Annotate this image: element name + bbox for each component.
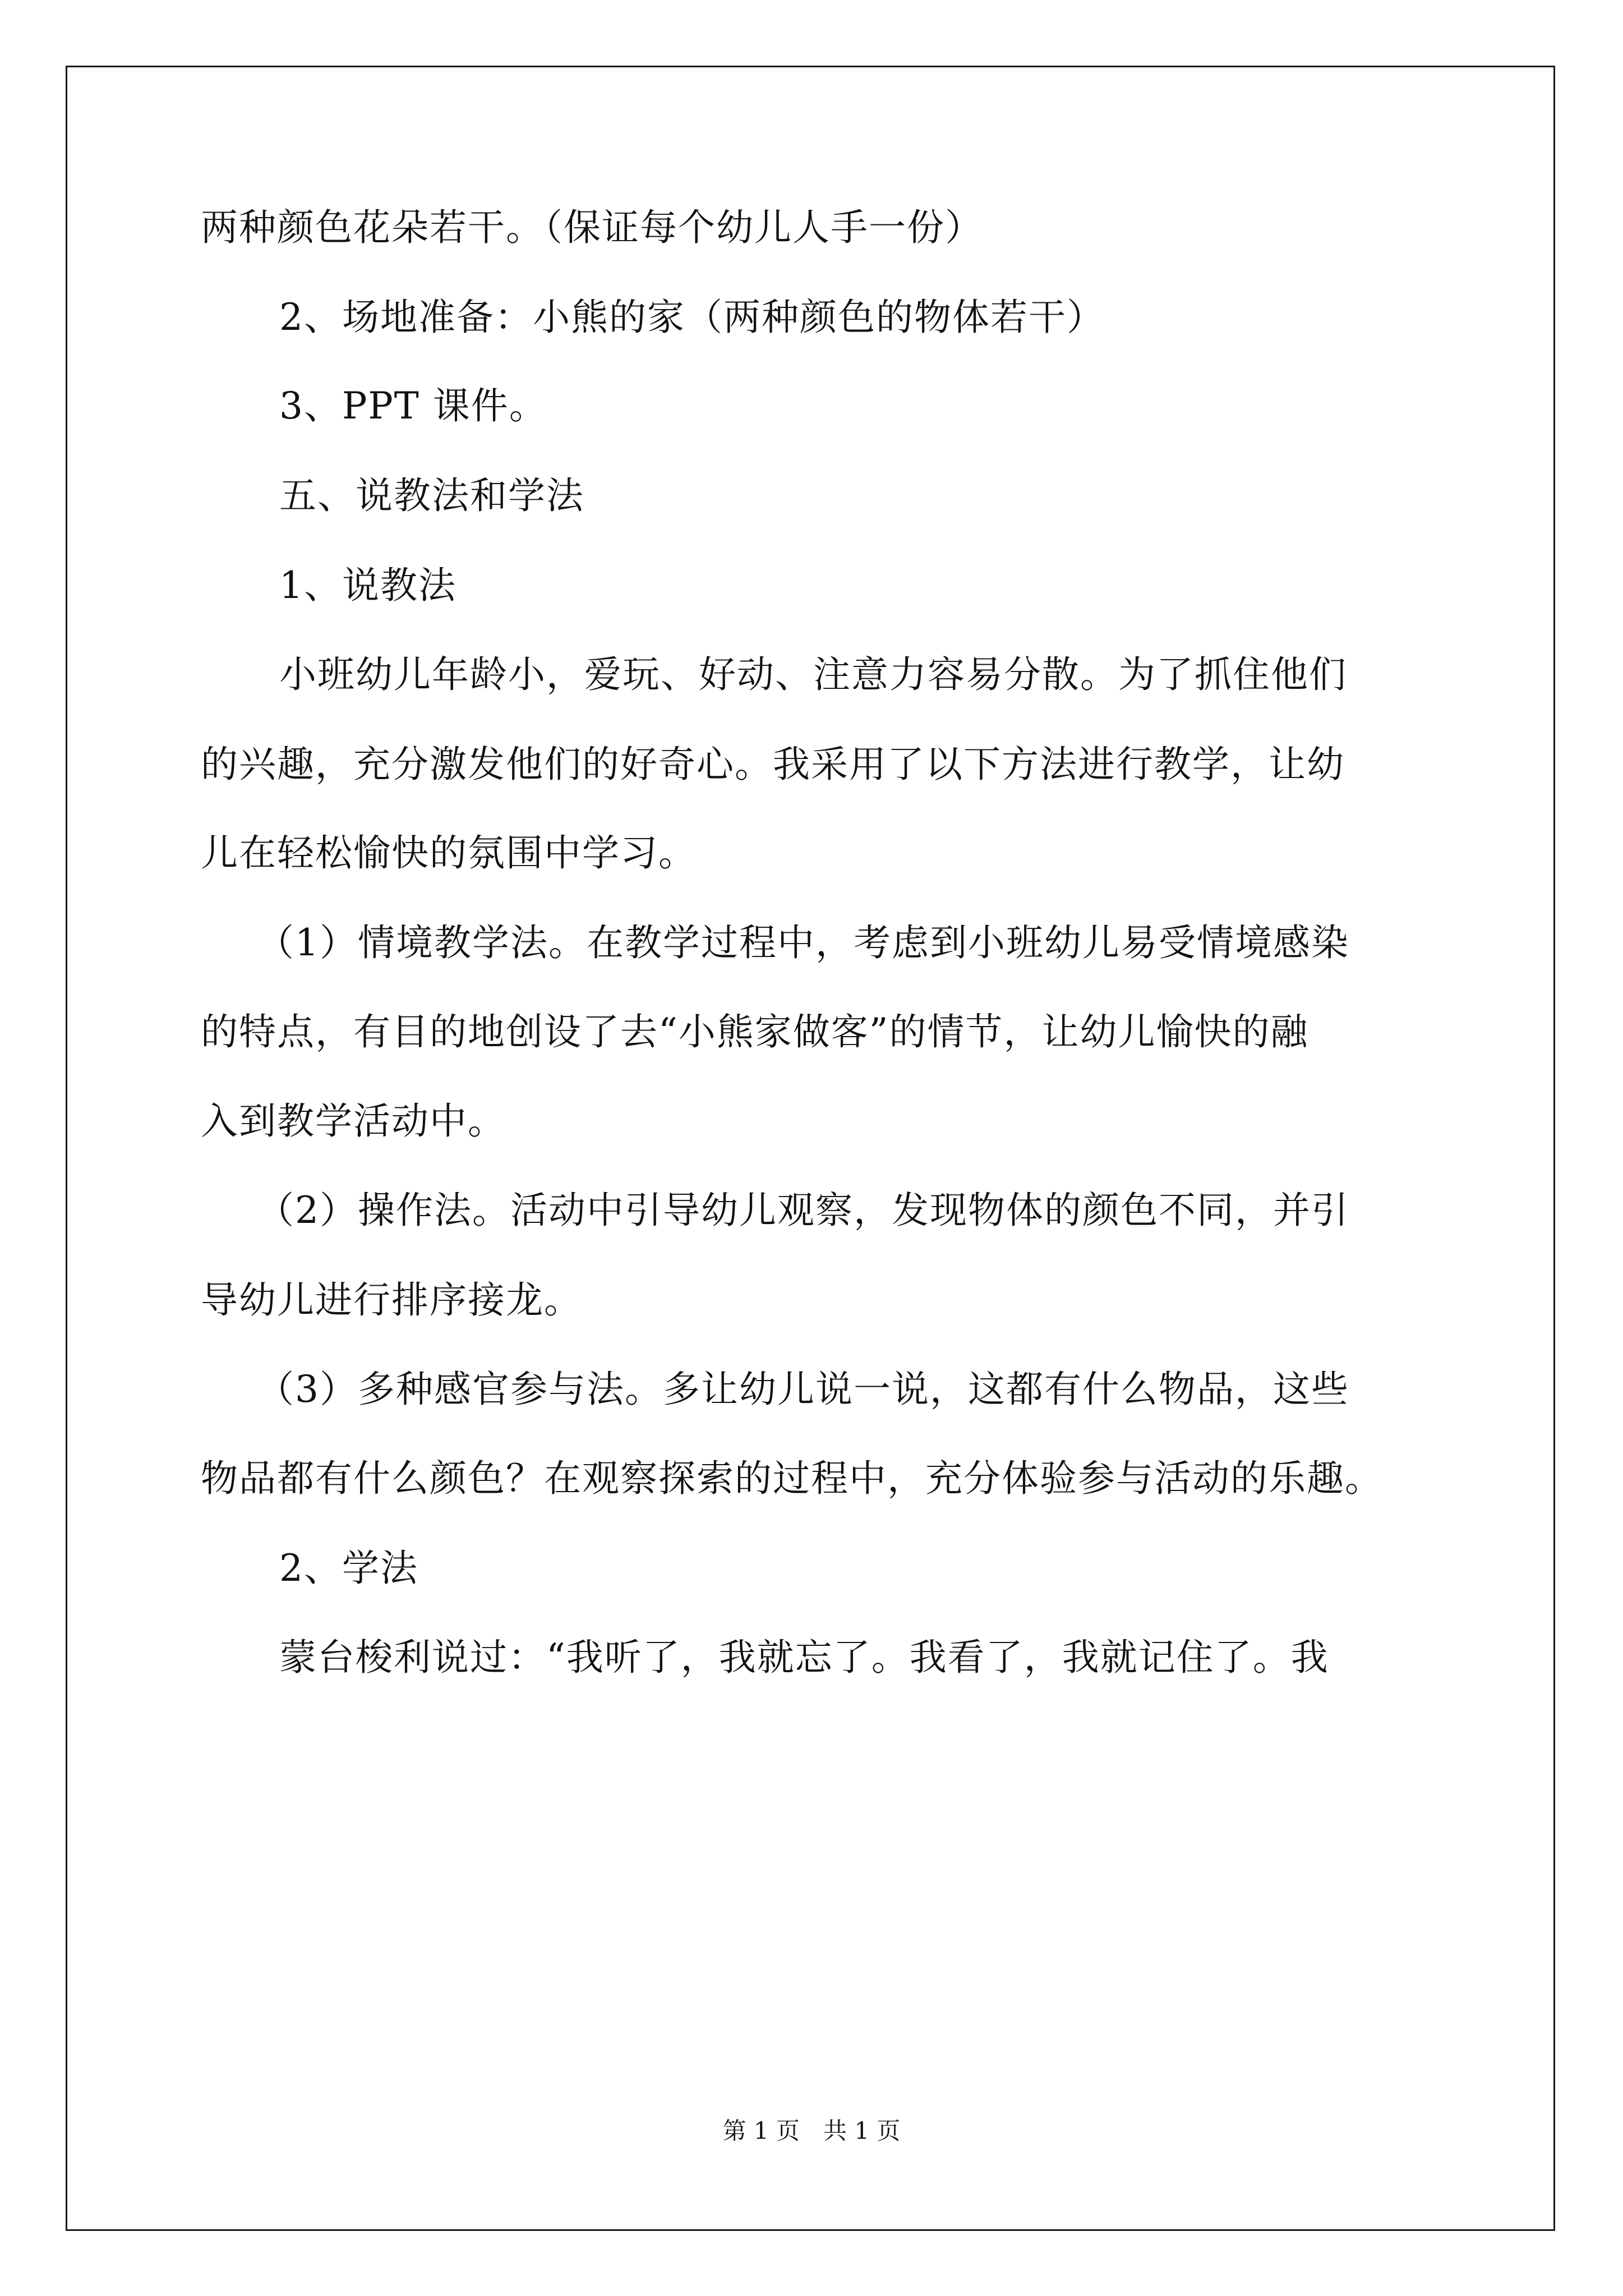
text-line: 两种颜色花朵若干。（保证每个幼儿人手一份）	[201, 206, 983, 249]
text-line: 2、场地准备：小熊的家（两种颜色的物体若干）	[279, 296, 1105, 339]
text-line: 导幼儿进行排序接龙。	[201, 1278, 582, 1322]
text-line: 的兴趣，充分激发他们的好奇心。我采用了以下方法进行教学，让幼	[201, 743, 1345, 786]
text-line: （1）情境教学法。在教学过程中，考虑到小班幼儿易受情境感染	[257, 921, 1349, 964]
text-line: 小班幼儿年龄小，爱玩、好动、注意力容易分散。为了抓住他们	[279, 653, 1347, 696]
subsection-heading: 2、学法	[279, 1547, 418, 1590]
text-line: 的特点，有目的地创设了去“小熊家做客”的情节，让幼儿愉快的融	[201, 1010, 1309, 1053]
text-line: 蒙台梭利说过：“我听了，我就忘了。我看了，我就记住了。我	[279, 1636, 1329, 1679]
text-line: 3、PPT 课件。	[279, 384, 547, 427]
section-heading: 五、说教法和学法	[279, 474, 584, 517]
page-footer: 第 1 页 共 1 页	[722, 2117, 901, 2145]
text-line: 儿在轻松愉快的氛围中学习。	[201, 831, 697, 875]
text-line: 入到教学活动中。	[201, 1099, 506, 1143]
text-line: 物品都有什么颜色？在观察探索的过程中，充分体验参与活动的乐趣。	[201, 1457, 1383, 1500]
subsection-heading: 1、说教法	[279, 564, 457, 607]
text-line: （3）多种感官参与法。多让幼儿说一说，这都有什么物品，这些	[257, 1368, 1349, 1411]
text-line: （2）操作法。活动中引导幼儿观察，发现物体的颜色不同，并引	[257, 1189, 1349, 1232]
